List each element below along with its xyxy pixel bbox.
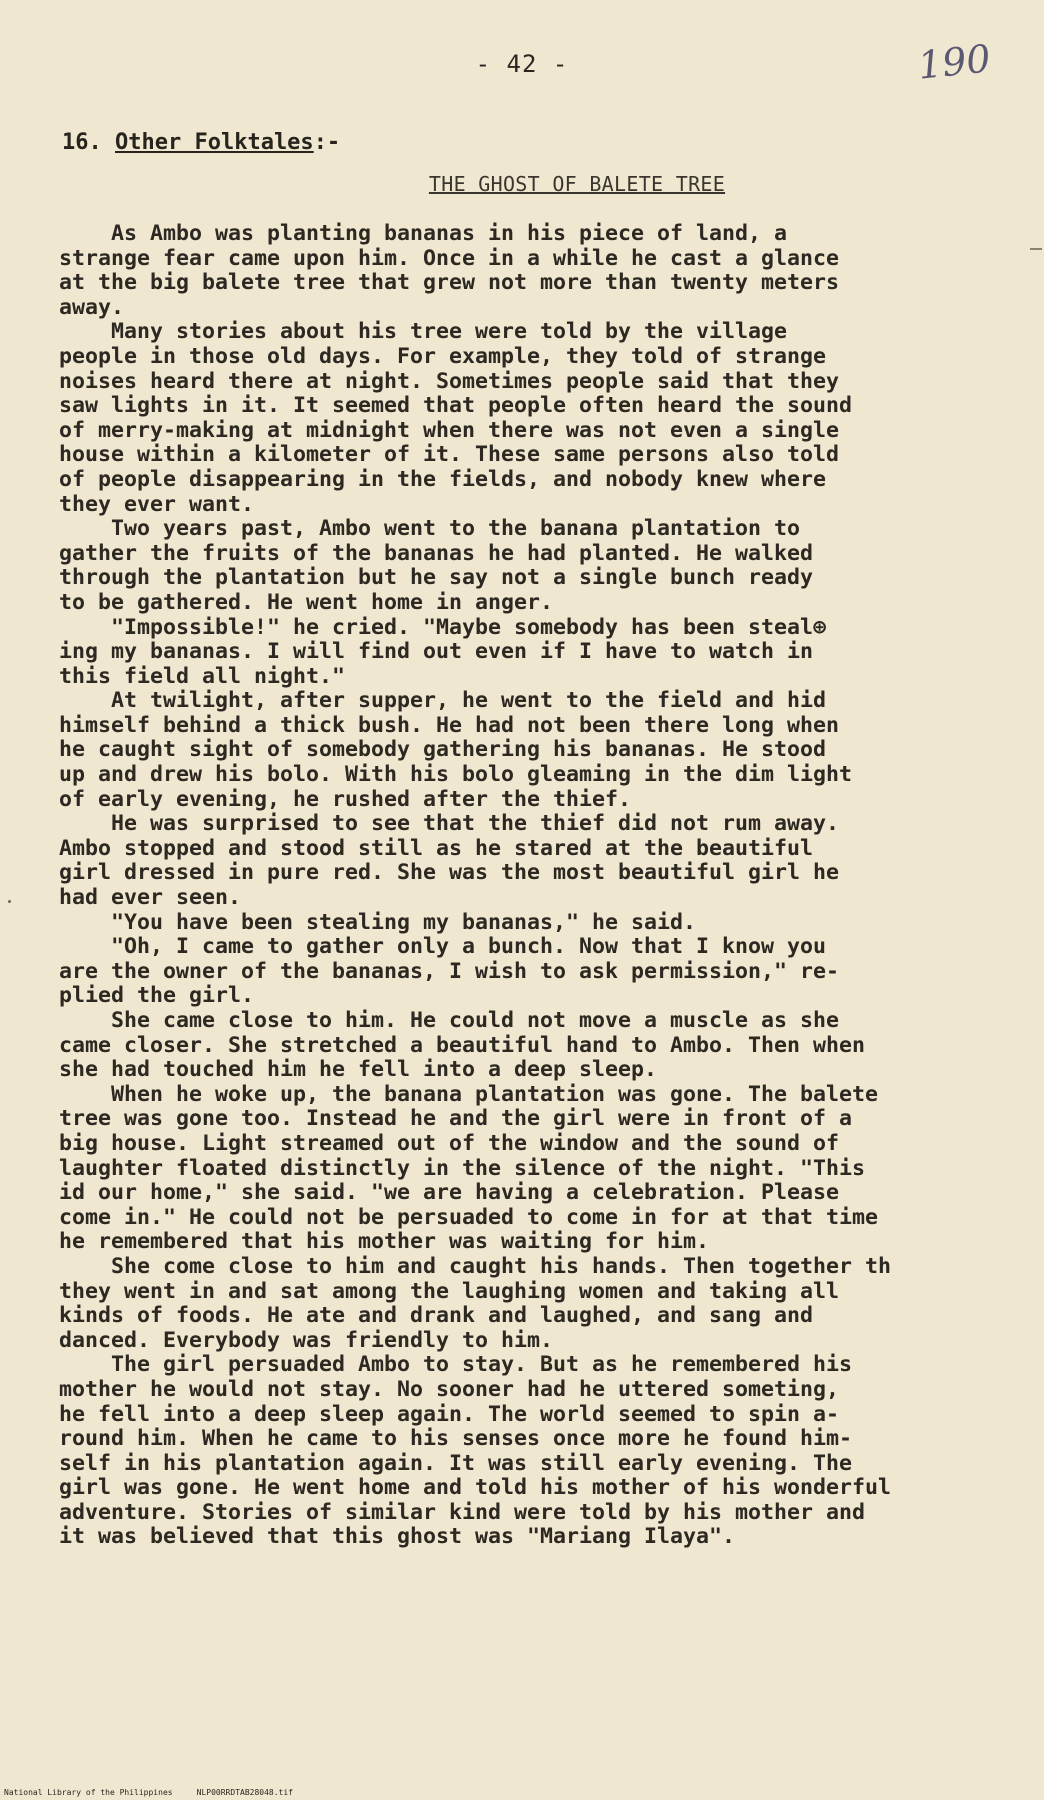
text-line: When he woke up, the banana plantation was gone. The balete (59, 1081, 879, 1107)
text-line: up and drew his bolo. With his bolo gleaming in the dim light (59, 762, 853, 788)
text-line: She came close to him. He could not move a muscle as she (59, 1008, 840, 1033)
text-line: he remembered that his mother was waiting for him. (59, 1229, 710, 1255)
margin-mark (1030, 248, 1042, 250)
text-line: The girl persuaded Ambo to stay. But as he remembered his (59, 1352, 853, 1378)
text-line: this field all night." (59, 663, 346, 689)
text-line: of people disappearing in the fields, and nobody knew where (59, 466, 827, 492)
text-line: "Oh, I came to gather only a bunch. Now that I know you (59, 934, 827, 960)
text-line: id our home," she said. "we are having a celebration. Please (59, 1180, 840, 1206)
section-number: 16. (62, 130, 102, 155)
text-line: of early evening, he rushed after the thief. (59, 786, 632, 812)
text-line: self in his plantation again. It was still early evening. The (59, 1450, 853, 1476)
text-line: he caught sight of somebody gathering his bananas. He stood (59, 737, 827, 763)
text-line: plied the girl. (59, 983, 255, 1009)
text-line: ing my bananas. I will find out even if I have to watch in (59, 639, 814, 665)
text-line: danced. Everybody was friendly to him. (59, 1327, 554, 1353)
text-line: strange fear came upon him. Once in a while he cast a glance (59, 245, 840, 271)
text-line: "You have been stealing my bananas," he said. (59, 909, 697, 935)
text-line: to be gathered. He went home in anger. (59, 589, 554, 615)
text-line: saw lights in it. It seemed that people often heard the sound (59, 393, 853, 419)
text-line: gather the fruits of the bananas he had planted. He walked (59, 540, 814, 566)
text-line: are the owner of the bananas, I wish to ask permission," re- (59, 958, 840, 984)
text-line: come in." He could not be persuaded to come in for at that time (59, 1204, 879, 1230)
text-line: had ever seen. (59, 885, 242, 911)
text-line: they ever want. (59, 491, 255, 517)
text-line: At twilight, after supper, he went to the field and hid (59, 688, 827, 714)
text-line: As Ambo was planting bananas in his piece of land, a (59, 221, 788, 246)
text-line: she had touched him he fell into a deep sleep. (59, 1057, 658, 1083)
text-line: tree was gone too. Instead he and the girl were in front of a (59, 1106, 853, 1132)
text-line: through the plantation but he say not a single bunch ready (59, 565, 814, 591)
text-line: at the big balete tree that grew not more than twenty meters (59, 270, 840, 296)
text-line: round him. When he came to his senses once more he found him- (59, 1426, 853, 1452)
text-line: She come close to him and caught his hands. Then together th (59, 1253, 892, 1279)
text-line: mother he would not stay. No sooner had he uttered someting, (59, 1376, 840, 1402)
text-line: He was surprised to see that the thief did not rum away. (59, 811, 840, 837)
text-line: "Impossible!" he cried. "Maybe somebody has been steal⊕ (59, 614, 827, 640)
story-body (59, 222, 1029, 1550)
text-line: Ambo stopped and stood still as he stared at the beautiful (59, 835, 814, 861)
text-line: noises heard there at night. Sometimes people said that they (59, 368, 840, 394)
text-line: adventure. Stories of similar kind were told by his mother and (59, 1499, 866, 1525)
text-line: kinds of foods. He ate and drank and laughed, and sang and (59, 1303, 814, 1329)
text-line: big house. Light streamed out of the window and the sound of (59, 1130, 840, 1156)
text-line: people in those old days. For example, they told of strange (59, 343, 827, 369)
story-title: THE GHOST OF BALETE TREE (428, 172, 726, 196)
text-line: it was believed that this ghost was "Mariang Ilaya". (59, 1524, 736, 1550)
text-line: Two years past, Ambo went to the banana plantation to (59, 516, 801, 542)
section-title: Other Folktales (115, 130, 314, 155)
text-line: himself behind a thick bush. He had not been there long when (59, 712, 840, 738)
handwritten-page-mark: 190 (915, 36, 993, 88)
text-line: came closer. She stretched a beautiful hand to Ambo. Then when (59, 1032, 866, 1058)
text-line: Many stories about his tree were told by the village (59, 319, 788, 345)
footer-caption: National Library of the Philippines NLP00RRDTAB28048.tif (4, 1788, 293, 1797)
page-number: - 42 - (475, 50, 569, 78)
margin-dot (8, 900, 11, 903)
text-line: girl dressed in pure red. She was the most beautiful girl he (59, 860, 840, 886)
text-line: they went in and sat among the laughing women and taking all (59, 1278, 840, 1304)
text-line: away. (59, 294, 125, 320)
text-line: house within a kilometer of it. These same persons also told (59, 442, 840, 468)
section-heading (62, 130, 340, 155)
text-line: he fell into a deep sleep again. The world seemed to spin a- (59, 1401, 840, 1427)
text-line: girl was gone. He went home and told his mother of his wonderful (59, 1475, 892, 1501)
text-line: of merry-making at midnight when there was not even a single (59, 417, 840, 443)
section-suffix: :- (313, 130, 341, 155)
text-line: laughter floated distinctly in the silence of the night. "This (59, 1155, 866, 1181)
